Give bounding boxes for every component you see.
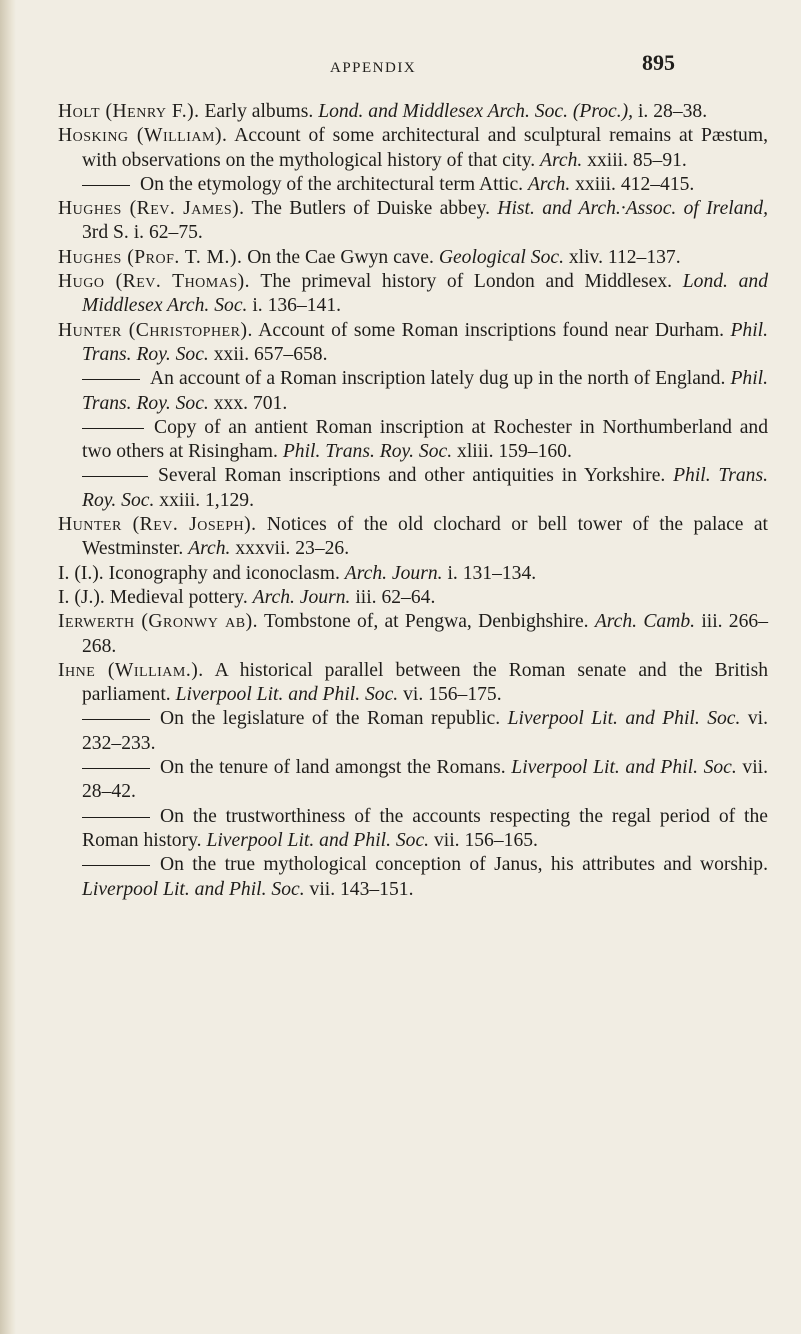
ditto-rule bbox=[82, 379, 140, 380]
entry-author: Hunter (Christopher). bbox=[58, 319, 253, 341]
bibliography-entry bbox=[58, 707, 768, 756]
entry-ref: i. 136–141. bbox=[252, 295, 342, 317]
entry-title: The Butlers of Duiske abbey. bbox=[251, 198, 491, 220]
ditto-rule bbox=[82, 865, 150, 866]
entry-journal: Hist. and Arch.·Assoc. of Ireland, bbox=[497, 198, 768, 220]
entry-title: On the tenure of land amongst the Romans. bbox=[160, 757, 506, 779]
ditto-rule bbox=[82, 719, 150, 720]
entry-ref: vii. 156–165. bbox=[433, 829, 538, 851]
entry-ref: vii. 143–151. bbox=[309, 878, 414, 900]
entry-title: Medieval pottery. bbox=[109, 586, 248, 608]
entry-title: Tombstone of, at Pengwa, Denbighshire. bbox=[263, 611, 589, 633]
bibliography-entry bbox=[58, 513, 768, 562]
entry-journal: Phil. Trans. Roy. Soc. bbox=[82, 368, 768, 414]
entry-journal: Arch. Camb. bbox=[594, 611, 696, 633]
bibliography-entry bbox=[58, 586, 768, 610]
entry-ref: i. 131–134. bbox=[447, 562, 537, 584]
bibliography-entry bbox=[58, 610, 768, 659]
entry-title: On the etymology of the architectural term Attic. bbox=[140, 173, 524, 195]
entry-ref: xxxvii. 23–26. bbox=[235, 538, 350, 560]
entry-title: On the true mythological conception of Janus, his attributes and worship. bbox=[160, 854, 768, 876]
entry-author: Ierwerth (Gronwy ab). bbox=[58, 611, 259, 633]
entry-title: Notices of the old clochard or bell tower of the palace at Westminster. bbox=[82, 514, 768, 560]
bibliography-entry bbox=[58, 464, 768, 513]
bibliography-entry bbox=[58, 124, 768, 173]
ditto-rule bbox=[82, 768, 150, 769]
entry-title: On the Cae Gwyn cave. bbox=[247, 246, 434, 268]
entry-ref: iii. 266–268. bbox=[82, 611, 768, 657]
ditto-rule bbox=[82, 428, 144, 429]
entry-title: Several Roman inscriptions and other antiquities in Yorkshire. bbox=[158, 465, 666, 487]
bibliography-entry bbox=[58, 367, 768, 416]
entry-author: I. (I.). bbox=[58, 562, 104, 584]
entry-journal: Lond. and Middlesex Arch. Soc. bbox=[82, 271, 769, 317]
entry-title: Account of some architectural and sculptural remains at Pæstum, with observations on the mythological history of that city. bbox=[82, 125, 768, 171]
page-number: 895 bbox=[642, 50, 675, 75]
entry-ref: xxii. 657–658. bbox=[213, 343, 328, 365]
bibliography-list bbox=[58, 100, 768, 902]
entry-journal: Arch. bbox=[540, 149, 583, 171]
entry-ref: xxiii. 85–91. bbox=[587, 149, 687, 171]
ditto-rule bbox=[82, 185, 130, 186]
entry-journal: Geological Soc. bbox=[438, 246, 564, 268]
entry-author: Hughes (Prof. T. M.). bbox=[58, 246, 243, 268]
entry-ref: xxx. 701. bbox=[213, 392, 288, 414]
entry-ref: vi. 156–175. bbox=[403, 684, 502, 706]
entry-journal: Arch. bbox=[188, 538, 231, 560]
running-head bbox=[0, 38, 801, 78]
entry-journal: Lond. and Middlesex Arch. Soc. (Proc.), bbox=[318, 101, 634, 122]
bibliography-entry bbox=[58, 659, 768, 708]
entry-title: An account of a Roman inscription lately dug up in the north of England. bbox=[150, 368, 726, 390]
ditto-rule bbox=[82, 817, 150, 818]
entry-title: On the trustworthiness of the accounts respecting the regal period of the Roman history. bbox=[82, 805, 768, 851]
page-edge-shadow bbox=[0, 0, 16, 1334]
entry-ref: vii. 28–42. bbox=[82, 757, 768, 803]
bibliography-entry bbox=[58, 319, 768, 368]
bibliography-entry bbox=[58, 756, 768, 805]
entry-journal: Liverpool Lit. and Phil. Soc. bbox=[175, 684, 399, 706]
entry-ref: xxiii. 412–415. bbox=[575, 173, 695, 195]
entry-ref: xliii. 159–160. bbox=[457, 441, 572, 463]
entry-ref: iii. 62–64. bbox=[355, 586, 436, 608]
entry-ref: 3rd S. i. 62–75. bbox=[82, 222, 203, 244]
entry-author: Hosking (William). bbox=[58, 125, 228, 147]
entry-journal: Liverpool Lit. and Phil. Soc. bbox=[206, 829, 430, 851]
entry-ref: xliv. 112–137. bbox=[568, 246, 681, 268]
entry-ref: xxiii. 1,129. bbox=[159, 489, 254, 511]
entry-title: A historical parallel between the Roman senate and the British parliament. bbox=[82, 659, 768, 706]
entry-author: Hunter (Rev. Joseph). bbox=[58, 514, 257, 536]
bibliography-entry bbox=[58, 246, 768, 270]
entry-title: Account of some Roman inscriptions found near Durham. bbox=[258, 319, 724, 341]
running-title: APPENDIX bbox=[330, 60, 417, 76]
entry-journal: Liverpool Lit. and Phil. Soc. bbox=[511, 757, 737, 779]
bibliography-entry bbox=[58, 197, 768, 246]
entry-author: Ihne (William.). bbox=[58, 659, 204, 681]
entry-journal: Arch. Journ. bbox=[344, 562, 443, 584]
entry-author: Hughes (Rev. James). bbox=[58, 198, 245, 220]
ditto-rule bbox=[82, 476, 148, 477]
bibliography-entry bbox=[58, 100, 768, 124]
entry-ref: vi. 232–233. bbox=[82, 708, 768, 754]
entry-author: Holt (Henry F.). bbox=[58, 101, 200, 122]
entry-journal: Arch. bbox=[527, 173, 571, 195]
entry-journal: Liverpool Lit. and Phil. Soc. bbox=[82, 878, 305, 900]
bibliography-entry bbox=[58, 270, 768, 319]
bibliography-entry bbox=[58, 416, 768, 465]
entry-title: Copy of an antient Roman inscription at Rochester in Northumberland and two others at Risingham. bbox=[82, 416, 768, 463]
entry-journal: Liverpool Lit. and Phil. Soc. bbox=[507, 708, 741, 730]
entry-ref: i. 28–38. bbox=[637, 101, 708, 122]
entry-title: Early albums. bbox=[204, 101, 314, 122]
bibliography-entry bbox=[58, 805, 768, 854]
entry-author: I. (J.). bbox=[58, 586, 105, 608]
entry-journal: Phil. Trans. Roy. Soc. bbox=[82, 465, 768, 511]
entry-journal: Phil. Trans. Roy. Soc. bbox=[282, 441, 453, 463]
entry-title: The primeval history of London and Middlesex. bbox=[260, 271, 673, 293]
entry-journal: Phil. Trans. Roy. Soc. bbox=[82, 319, 768, 365]
entry-author: Hugo (Rev. Thomas). bbox=[58, 271, 251, 293]
entry-title: On the legislature of the Roman republic. bbox=[160, 708, 501, 730]
bibliography-entry bbox=[58, 562, 768, 586]
entry-title: Iconography and iconoclasm. bbox=[108, 562, 340, 584]
bibliography-entry bbox=[58, 853, 768, 902]
bibliography-entry bbox=[58, 173, 768, 197]
entry-journal: Arch. Journ. bbox=[252, 586, 351, 608]
